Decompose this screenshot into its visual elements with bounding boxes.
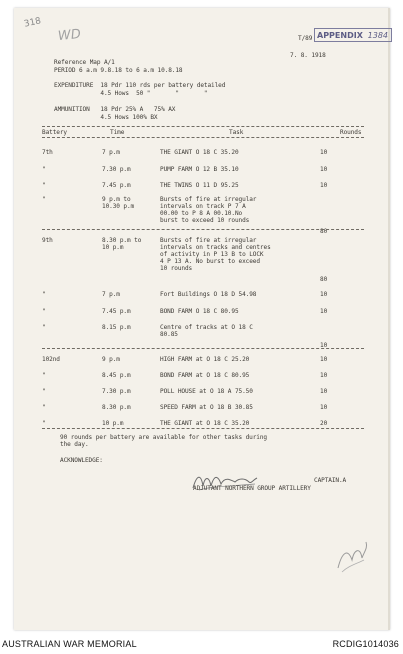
period-line: PERIOD 6 a.m 9.8.18 to 6 a.m 10.8.18: [54, 67, 183, 74]
credit-left: AUSTRALIAN WAR MEMORIAL: [2, 639, 137, 649]
document-ref: T/89: [298, 35, 313, 42]
initials-annotation: WD: [57, 26, 82, 45]
row-battery: 7th: [42, 149, 53, 156]
page-number-annotation: 318: [23, 16, 43, 30]
row-task: BOND FARM at O 18 C 80.95: [160, 372, 250, 379]
row-time: 7 p.m: [102, 291, 120, 298]
row-time: 10 p.m: [102, 420, 124, 427]
appendix-label: APPENDIX: [317, 31, 363, 40]
row-rounds: 10: [320, 372, 328, 379]
row-task: POLL HOUSE at O 18 A 75.50: [160, 388, 253, 395]
column-header-battery: Battery: [42, 129, 67, 136]
row-task: Fort Buildings O 18 D 54.98: [160, 291, 257, 298]
row-rounds: 10: [320, 166, 328, 173]
column-header-rounds: Rounds: [340, 129, 362, 136]
row-battery: 9th: [42, 237, 53, 244]
appendix-stamp: [314, 28, 392, 42]
pencil-scribble: [332, 538, 372, 578]
row-battery: ": [42, 388, 46, 395]
row-rounds: 10: [320, 388, 328, 395]
credit-right: RCDIG1014036: [332, 639, 399, 649]
row-rounds: 10: [320, 182, 328, 189]
row-time: 8.45 p.m: [102, 372, 131, 379]
row-task: SPEED FARM at O 18 B 30.85: [160, 404, 253, 411]
table-group-rule: [42, 229, 364, 230]
row-task: Centre of tracks at O 18 C 80.85: [160, 324, 253, 338]
row-task: HIGH FARM at O 18 C 25.20: [160, 356, 250, 363]
ammunition-line-1: AMMUNITION 18 Pdr 25% A 75% AX: [54, 106, 176, 113]
row-rounds: 80: [320, 228, 328, 235]
row-rounds: 20: [320, 420, 328, 427]
row-time: 7.45 p.m: [102, 182, 131, 189]
row-task: Bursts of fire at irregular intervals on tracks and centres of activity in P 13 B to LOCK 4 P 13 A. No burst to exceed 10 rounds: [160, 237, 271, 272]
column-header-time: Time: [110, 129, 125, 136]
table-header-rule: [42, 137, 364, 138]
row-task: THE GIANT O 18 C 35.20: [160, 149, 239, 156]
row-time: 9 p.m: [102, 356, 120, 363]
row-time: 7 p.m: [102, 149, 120, 156]
row-rounds: 80: [320, 276, 328, 283]
table-group-rule: [42, 348, 364, 349]
signature-unit: ADJUTANT NORTHERN GROUP ARTILLERY: [193, 485, 311, 492]
document-date: 7. 8. 1918: [290, 52, 326, 59]
expenditure-line-1: EXPENDITURE 18 Pdr 110 rds per battery detailed: [54, 82, 226, 89]
row-battery: ": [42, 196, 46, 203]
row-rounds: 10: [320, 149, 328, 156]
row-battery: ": [42, 291, 46, 298]
column-header-task: Task: [229, 129, 244, 136]
row-battery: 102nd: [42, 356, 60, 363]
availability-note: 90 rounds per battery are available for other tasks during the day.: [60, 434, 267, 448]
reference-map: Reference Map A/1: [54, 59, 115, 66]
row-task: THE GIANT at O 18 C 35.20: [160, 420, 250, 427]
row-time: 7.45 p.m: [102, 308, 131, 315]
row-battery: ": [42, 372, 46, 379]
document-page: [14, 8, 390, 630]
row-time: 8.30 p.m: [102, 404, 131, 411]
acknowledge-label: ACKNOWLEDGE:: [60, 457, 103, 464]
expenditure-line-2: 4.5 Hows 50 " " ": [54, 90, 208, 97]
row-rounds: 10: [320, 404, 328, 411]
signature-title: CAPTAIN.A: [314, 477, 347, 484]
row-rounds: 10: [320, 356, 328, 363]
row-time: 7.30 p.m: [102, 388, 131, 395]
ammunition-line-2: 4.5 Hows 100% BX: [54, 114, 158, 121]
row-rounds: 10: [320, 291, 328, 298]
row-battery: ": [42, 420, 46, 427]
row-rounds: 10: [320, 342, 328, 349]
row-battery: ": [42, 182, 46, 189]
row-time: 7.30 p.m: [102, 166, 131, 173]
row-task: THE TWINS O 11 D 95.25: [160, 182, 239, 189]
row-time: 9 p.m to 10.30 p.m: [102, 196, 135, 210]
row-time: 8.30 p.m to 10 p.m: [102, 237, 142, 251]
row-battery: ": [42, 166, 46, 173]
row-task: BOND FARM O 18 C 80.95: [160, 308, 239, 315]
row-time: 8.15 p.m: [102, 324, 131, 331]
table-top-rule: [42, 126, 364, 127]
row-task: Bursts of fire at irregular intervals on track P 7 A 00.00 to P 8 A 00.10.No burst to exceed 10 rounds: [160, 196, 257, 224]
row-battery: ": [42, 404, 46, 411]
row-rounds: 10: [320, 308, 328, 315]
appendix-number: 1384: [367, 31, 388, 40]
row-battery: ": [42, 308, 46, 315]
row-task: PUMP FARM O 12 B 35.10: [160, 166, 239, 173]
table-bottom-rule: [42, 428, 364, 429]
row-battery: ": [42, 324, 46, 331]
